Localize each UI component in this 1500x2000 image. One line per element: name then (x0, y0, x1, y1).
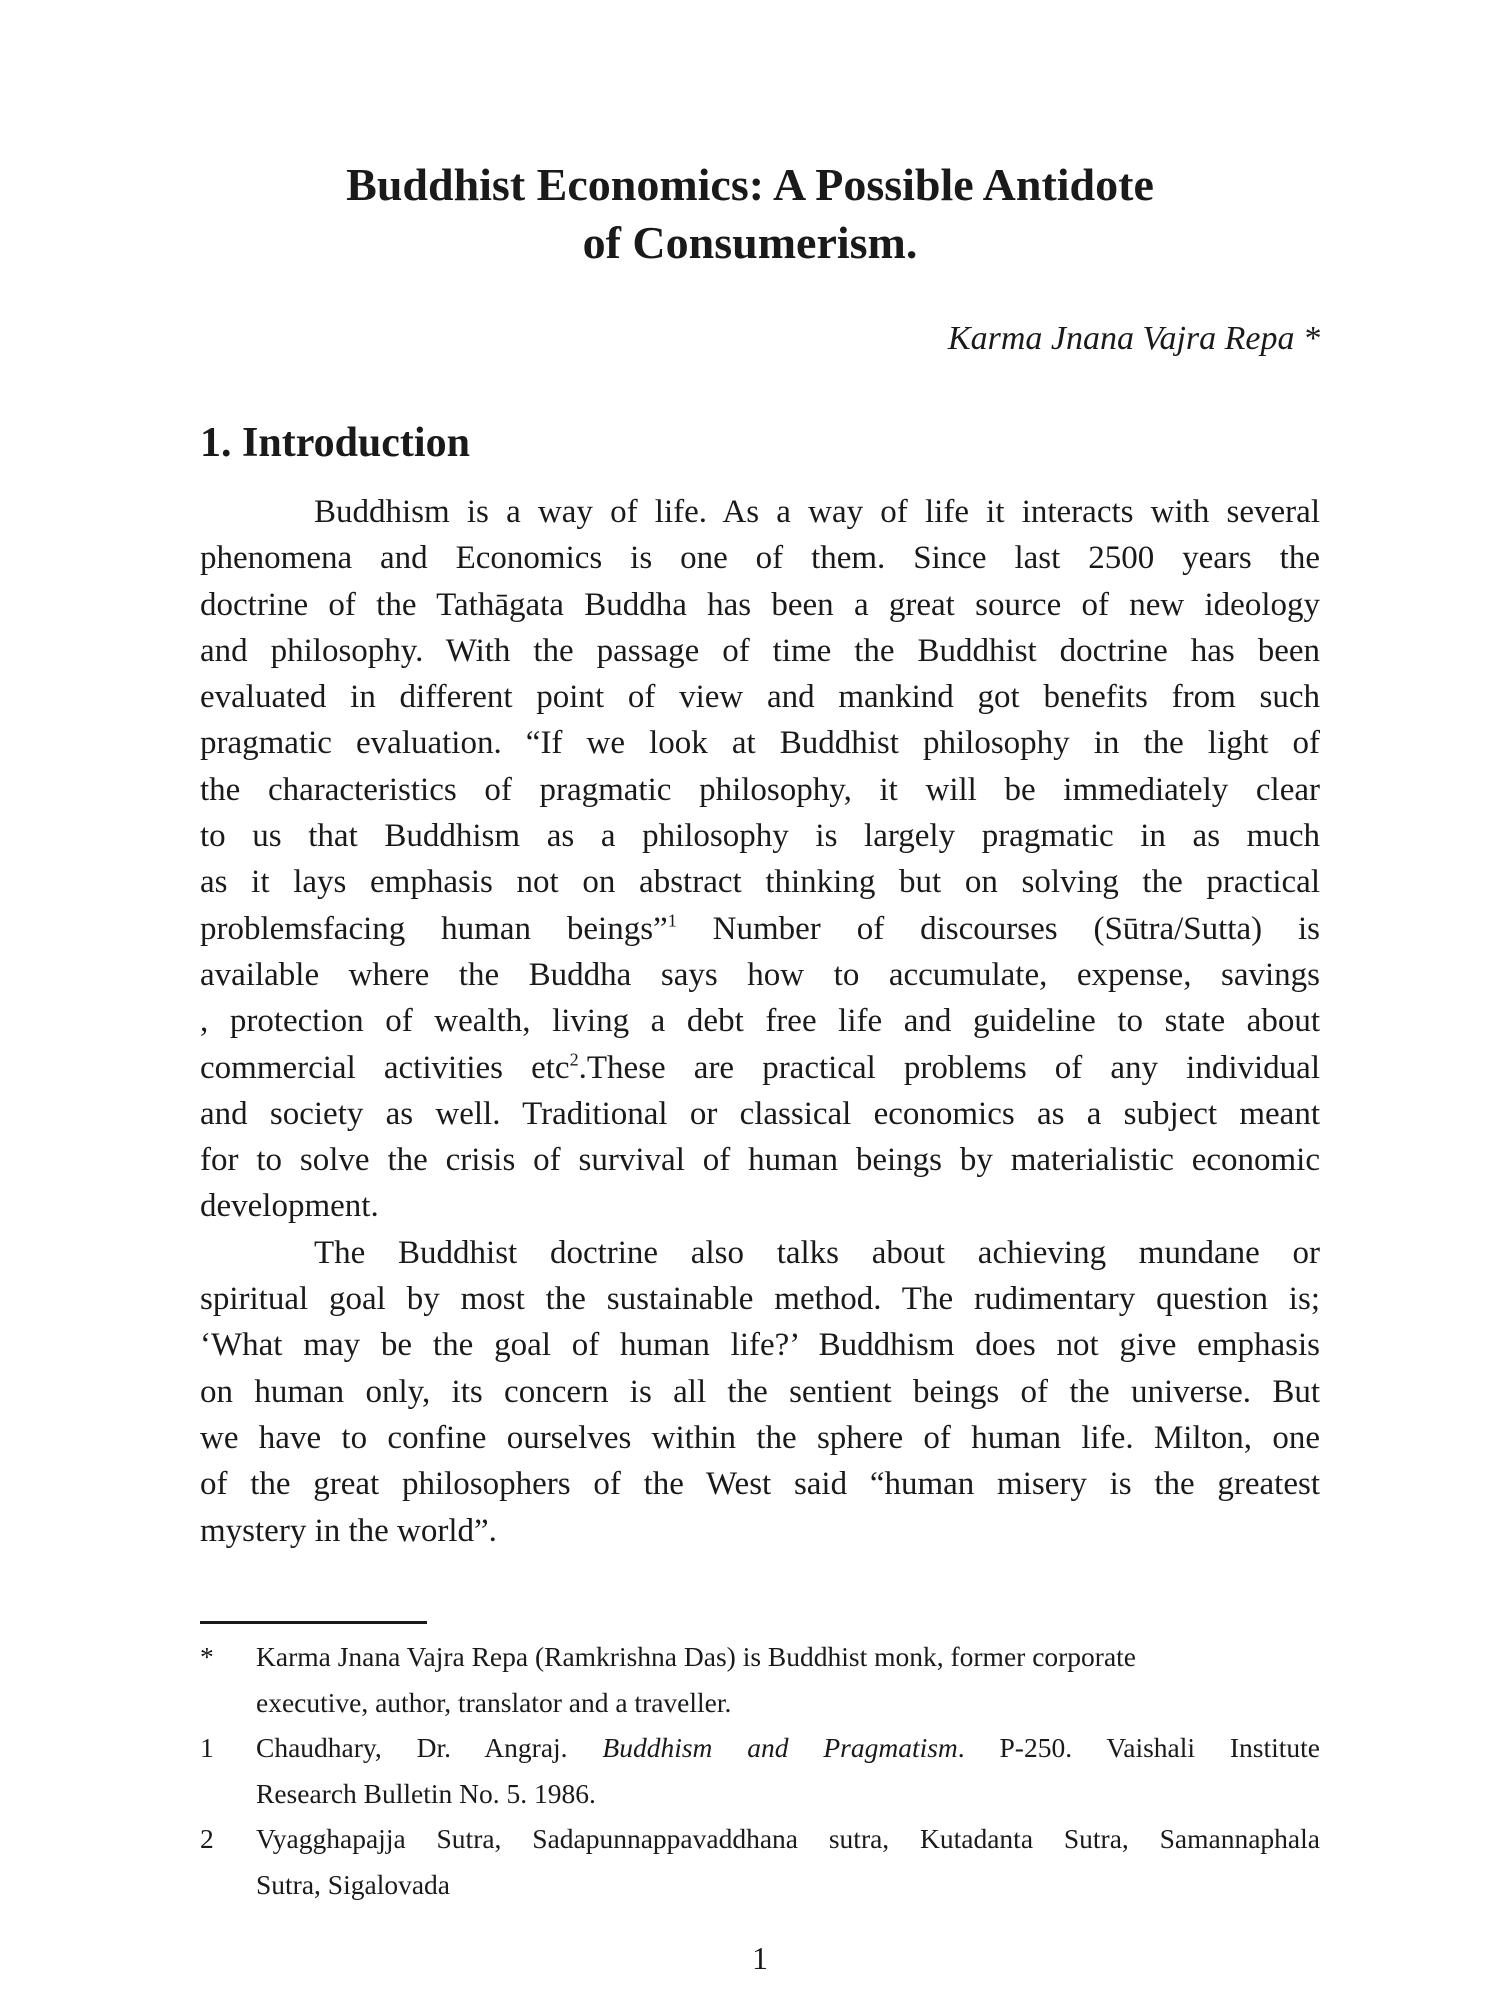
body-line (200, 906, 1320, 952)
footnote-line (256, 1634, 1320, 1680)
body-line (200, 767, 1320, 813)
body-line (200, 628, 1320, 674)
body-line (200, 1183, 1320, 1229)
footnote-line (256, 1725, 1320, 1771)
footnote-line (256, 1816, 1320, 1862)
line-text: as it lays emphasis not on abstract thinking but on solving the practical (200, 864, 1320, 901)
line-text: evaluated in different point of view and mankind got benefits from such (200, 679, 1320, 716)
footnote-mark: 1 (200, 1732, 214, 1763)
line-text: Karma Jnana Vajra Repa (Ramkrishna Das) is Buddhist monk, former corporate (256, 1641, 1137, 1672)
footnote-mark: * (200, 1641, 214, 1672)
body-line (200, 952, 1320, 998)
line-text: available where the Buddha says how to accumulate, expense, savings (200, 956, 1320, 993)
footnote-divider (200, 1621, 427, 1624)
line-text: , protection of wealth, living a debt free life and guideline to state about (200, 1003, 1320, 1040)
body-line (200, 674, 1320, 720)
line-text: on human only, its concern is all the sentient beings of the universe. But (200, 1373, 1320, 1410)
line-text: ‘What may be the goal of human life?’ Buddhism does not give emphasis (200, 1327, 1320, 1364)
footnote (200, 1816, 1320, 1907)
footnote-text (256, 1634, 1320, 1725)
body-line (200, 720, 1320, 766)
body-line (200, 582, 1320, 628)
italic-title: Buddhism and Pragmatism (602, 1732, 958, 1763)
body-line (200, 1045, 1320, 1091)
body-line (200, 1230, 1320, 1276)
footnote (200, 1725, 1320, 1816)
line-text: problemsfacing human beings” (200, 910, 668, 947)
footnote-text (256, 1725, 1320, 1816)
line-text: and philosophy. With the passage of time the Buddhist doctrine has been (200, 632, 1320, 669)
line-text: executive, author, translator and a traveller. (256, 1686, 732, 1718)
line-text: we have to confine ourselves within the sphere of human life. Milton, one (200, 1419, 1320, 1456)
line-text: for to solve the crisis of survival of human beings by materialistic economic (200, 1142, 1320, 1179)
body-line (200, 1091, 1320, 1137)
line-text: development. (200, 1188, 379, 1225)
line-text: to us that Buddhism as a philosophy is largely pragmatic in as much (200, 818, 1320, 855)
footnote-line (256, 1862, 1320, 1908)
title-line-1: Buddhist Economics: A Possible Antidote (346, 159, 1154, 210)
line-text: the characteristics of pragmatic philosophy, it will be immediately clear (200, 771, 1320, 808)
body-text (200, 489, 1320, 1554)
line-text: phenomena and Economics is one of them. Since last 2500 years the (200, 540, 1320, 577)
line-text: of the great philosophers of the West said “human misery is the greatest (200, 1466, 1320, 1503)
line-text: . P-250. Vaishali Institute (957, 1732, 1320, 1763)
body-line (200, 1461, 1320, 1507)
line-text: commercial activities etc (200, 1049, 570, 1086)
line-text: doctrine of the Tathāgata Buddha has been a great source of new ideology (200, 586, 1320, 623)
line-text: Buddhism is a way of life. As a way of life it interacts with several (314, 494, 1320, 530)
body-line (200, 1415, 1320, 1461)
body-line (200, 1276, 1320, 1322)
footnote-mark: 2 (200, 1823, 214, 1854)
body-line (200, 489, 1320, 535)
line-text: and society as well. Traditional or classical economics as a subject meant (200, 1095, 1320, 1132)
line-text: spiritual goal by most the sustainable method. The rudimentary question is; (200, 1281, 1320, 1318)
line-text: pragmatic evaluation. “If we look at Buddhist philosophy in the light of (200, 725, 1320, 762)
body-line (200, 813, 1320, 859)
body-line (200, 1369, 1320, 1415)
body-line (200, 535, 1320, 581)
footnote-ref: 2 (569, 1048, 579, 1069)
footnote-text (256, 1816, 1320, 1907)
footnote-ref: 1 (667, 909, 677, 930)
footnote-line (256, 1680, 1320, 1726)
body-line (200, 1322, 1320, 1368)
line-text: Number of discourses (Sūtra/Sutta) is (676, 910, 1320, 947)
line-text: Chaudhary, Dr. Angraj. (256, 1732, 603, 1763)
author-byline: Karma Jnana Vajra Repa * (947, 320, 1320, 357)
body-line (200, 998, 1320, 1044)
line-text: The Buddhist doctrine also talks about achieving mundane or (314, 1234, 1320, 1271)
body-line (200, 859, 1320, 905)
section-heading: 1. Introduction (200, 420, 470, 466)
line-text: Vyagghapajja Sutra, Sadapunnappavaddhana sutra, Kutadanta Sutra, Samannaphala (256, 1823, 1320, 1854)
body-line (200, 1137, 1320, 1183)
body-line (200, 1508, 1320, 1554)
line-text: Research Bulletin No. 5. 1986. (256, 1777, 596, 1809)
title-line-2: of Consumerism. (582, 217, 918, 268)
footnotes (200, 1634, 1320, 1907)
footnote (200, 1634, 1320, 1725)
page-number: 1 (752, 1940, 768, 1976)
line-text: .These are practical problems of any individual (578, 1049, 1320, 1086)
line-text: Sutra, Sigalovada (256, 1868, 450, 1900)
line-text: mystery in the world”. (200, 1512, 497, 1549)
footnote-line (256, 1771, 1320, 1817)
